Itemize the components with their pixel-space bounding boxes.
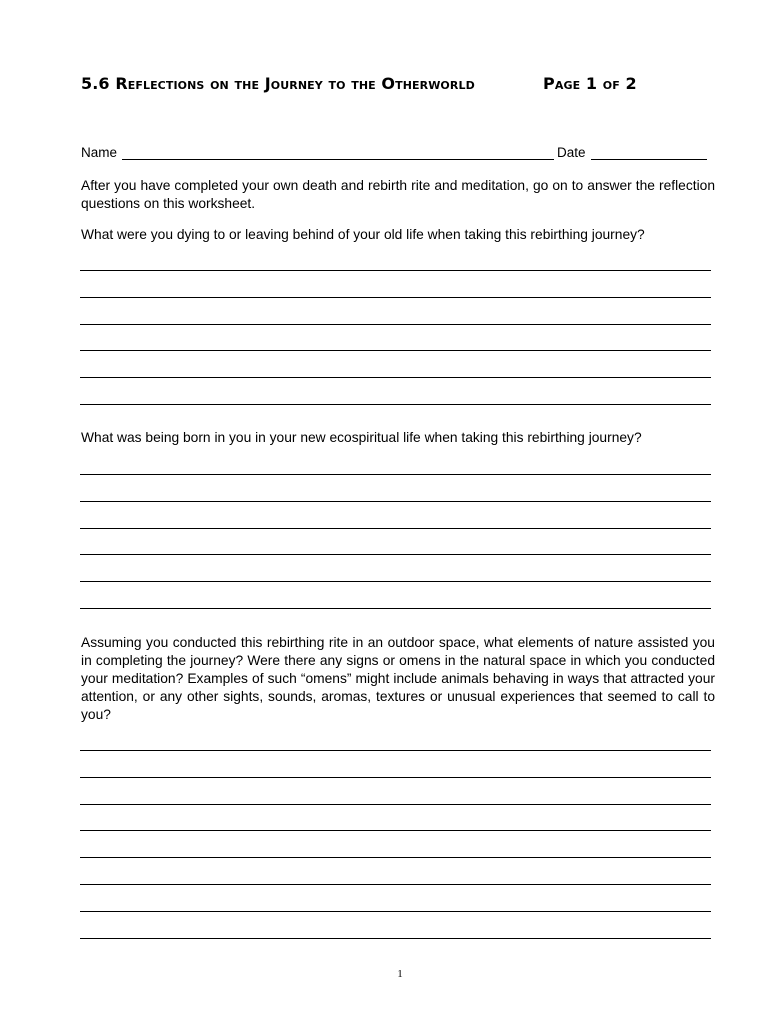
answer-line[interactable] <box>80 830 711 831</box>
page-number: 1 <box>397 968 403 980</box>
answer-line[interactable] <box>80 911 711 912</box>
answer-line[interactable] <box>80 377 711 378</box>
date-field[interactable] <box>591 159 707 160</box>
answer-line[interactable] <box>80 554 711 555</box>
answer-line[interactable] <box>80 857 711 858</box>
question-1: What were you dying to or leaving behind of your old life when taking this rebirthing journey? <box>81 227 645 242</box>
answer-line[interactable] <box>80 581 711 582</box>
answer-line[interactable] <box>80 404 711 405</box>
page-indicator: Page 1 of 2 <box>543 74 637 93</box>
answer-line[interactable] <box>80 608 711 609</box>
answer-line[interactable] <box>80 474 711 475</box>
answer-line[interactable] <box>80 270 711 271</box>
answer-line[interactable] <box>80 297 711 298</box>
date-label: Date <box>557 145 586 160</box>
answer-line[interactable] <box>80 750 711 751</box>
answer-line[interactable] <box>80 884 711 885</box>
answer-line[interactable] <box>80 777 711 778</box>
name-field[interactable] <box>122 159 554 160</box>
answer-line[interactable] <box>80 528 711 529</box>
name-date-row <box>81 145 711 163</box>
answer-line[interactable] <box>80 938 711 939</box>
name-label: Name <box>81 145 118 160</box>
answer-line[interactable] <box>80 350 711 351</box>
intro-text: After you have completed your own death and rebirth rite and meditation, go on to answer the reflection questions on this worksheet. <box>81 178 715 211</box>
answer-line[interactable] <box>80 804 711 805</box>
question-2: What was being born in you in your new ecospiritual life when taking this rebirthing journey? <box>81 430 642 445</box>
answer-line[interactable] <box>80 501 711 502</box>
answer-line[interactable] <box>80 324 711 325</box>
worksheet-title: 5.6 Reflections on the Journey to the Otherworld <box>81 74 475 93</box>
question-3: Assuming you conducted this rebirthing rite in an outdoor space, what elements of nature assisted you in completing the journey? Were there any signs or omens in the natural space in which you conducted your meditation? Examples of such “omens” might include animals behaving in ways that attracted your attention, or any other sights, sounds, aromas, textures or unusual experiences that seemed to call to you? <box>81 635 715 722</box>
